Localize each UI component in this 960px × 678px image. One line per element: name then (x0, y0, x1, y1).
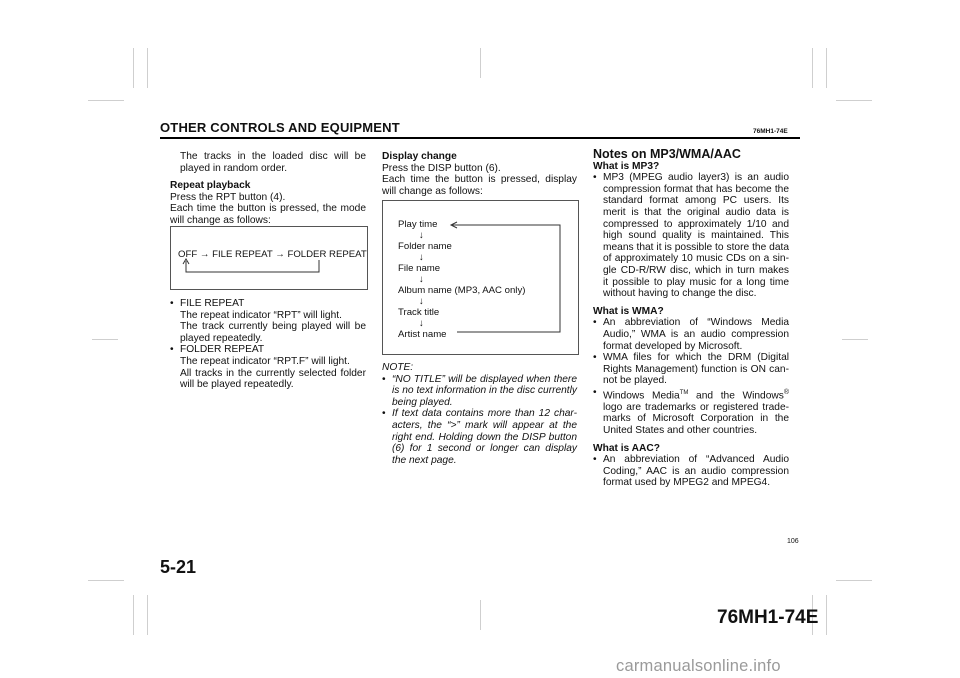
note-label: NOTE: (382, 362, 414, 373)
folder-repeat-line-2: All tracks in the currently selected folder will be played repeatedly. (180, 367, 366, 391)
repeat-body-2: Each time the button is pressed, the mode will change as follows: (170, 203, 366, 226)
note-item: • “NO TITLE” will be displayed when there is no text information in the disc currently being played. (382, 374, 577, 409)
down-arrow-icon: ↓ (419, 318, 424, 329)
bullet-file-repeat: • FILE REPEAT (170, 298, 366, 310)
note-block (382, 362, 577, 466)
wma-bullet: • An abbreviation of “Windows Media Audio,” WMA is an audio compression format developed by Microsoft. (593, 317, 789, 352)
crop-mark (836, 100, 872, 101)
crop-mark (842, 339, 868, 340)
repeat-modes-list (170, 298, 366, 391)
crop-mark (88, 580, 124, 581)
crop-mark (147, 48, 148, 88)
crop-mark (92, 339, 118, 340)
repeat-diagram-text: OFF → FILE REPEAT → FOLDER REPEAT (178, 249, 367, 260)
crop-mark (133, 595, 134, 635)
aac-bullet: • An abbreviation of “Advanced Audio Coding,” AAC is an audio compression format used by MPEG2 and MPEG4. (593, 454, 789, 489)
header-doc-code: 76MH1-74E (753, 128, 788, 135)
aac-heading: What is AAC? (593, 442, 660, 454)
file-repeat-line-1: The repeat indicator “RPT” will light. (180, 309, 342, 321)
registered-mark: ® (783, 388, 790, 396)
wma-trademark-bullet (593, 387, 789, 437)
down-arrow-icon: ↓ (419, 230, 424, 241)
footer-doc-code: 76MH1-74E (717, 607, 819, 628)
middle-column (382, 151, 577, 197)
down-arrow-icon: ↓ (419, 274, 424, 285)
display-body-1: Press the DISP button (6). (382, 162, 501, 174)
crop-mark (88, 100, 124, 101)
crop-mark (133, 48, 134, 88)
diagram-item-folder-name: Folder name (398, 241, 452, 252)
mp3-heading: What is MP3? (593, 160, 660, 172)
wma-bullet: • WMA files for which the DRM (Digital Rights Management) function is ON can-not be played. (593, 352, 789, 387)
repeat-loop-arrow (180, 258, 325, 276)
display-loop-arrow (440, 221, 565, 336)
crop-mark (836, 580, 872, 581)
wma-tm-prefix: Windows Media (603, 390, 680, 402)
folder-repeat-line-1: The repeat indicator “RPT.F” will light. (180, 355, 350, 367)
display-body-2: Each time the button is pressed, display will change as follows: (382, 174, 577, 197)
diagram-item-file-name: File name (398, 263, 441, 274)
tm-mark: TM (679, 389, 689, 396)
note-item: • If text data contains more than 12 char-acters, the “>” mark will appear at the right end. Holding down the DISP button (6) for 1 second or longer can display the next page. (382, 408, 577, 466)
crop-mark (480, 600, 481, 630)
crop-mark (826, 595, 827, 635)
file-repeat-line-2: The track currently being played will be played repeatedly. (180, 321, 366, 344)
section-title: OTHER CONTROLS AND EQUIPMENT (160, 120, 400, 135)
wma-heading: What is WMA? (593, 305, 664, 317)
crop-mark (147, 595, 148, 635)
watermark-link[interactable]: carmanualsonline.info (616, 657, 781, 675)
random-intro: The tracks in the loaded disc will be played in random order. (180, 151, 366, 174)
diagram-item-album-name: Album name (MP3, AAC only) (398, 285, 526, 296)
small-page-number: 106 (787, 538, 799, 545)
bullet-folder-repeat: • FOLDER REPEAT (170, 344, 366, 356)
down-arrow-icon: ↓ (419, 296, 424, 307)
diagram-item-track-title: Track title (398, 307, 440, 318)
crop-mark (826, 48, 827, 88)
wma-tm-rest: logo are trademarks or registered trade-marks of Microsoft Corporation in the United States and other countries. (603, 401, 789, 437)
repeat-body-1: Press the RPT button (4). (170, 191, 286, 203)
mp3-bullet: • MP3 (MPEG audio layer3) is an audio compression format that has become the standard format among PC users. Its merit is that the original audio data is compressed to approximately 1/10 and high sound quality is maintained. This means that it is possible to store the data of approximately 10 music CDs on a sin-gle CD-R/RW disc, which in turn makes it possible to play music for a long time without having to change the disc. (593, 172, 789, 300)
right-column (593, 149, 789, 489)
right-title: Notes on MP3/WMA/AAC (593, 147, 741, 161)
header-rule (160, 137, 800, 139)
down-arrow-icon: ↓ (419, 252, 424, 263)
crop-mark (480, 48, 481, 78)
wma-tm-middle: and the Windows (688, 390, 784, 402)
repeat-heading: Repeat playback (170, 180, 251, 192)
diagram-item-play-time: Play time (398, 219, 438, 230)
page-number: 5-21 (160, 557, 197, 577)
crop-mark (812, 48, 813, 88)
diagram-item-artist-name: Artist name (398, 329, 447, 340)
display-heading: Display change (382, 151, 457, 162)
left-column (170, 151, 366, 227)
